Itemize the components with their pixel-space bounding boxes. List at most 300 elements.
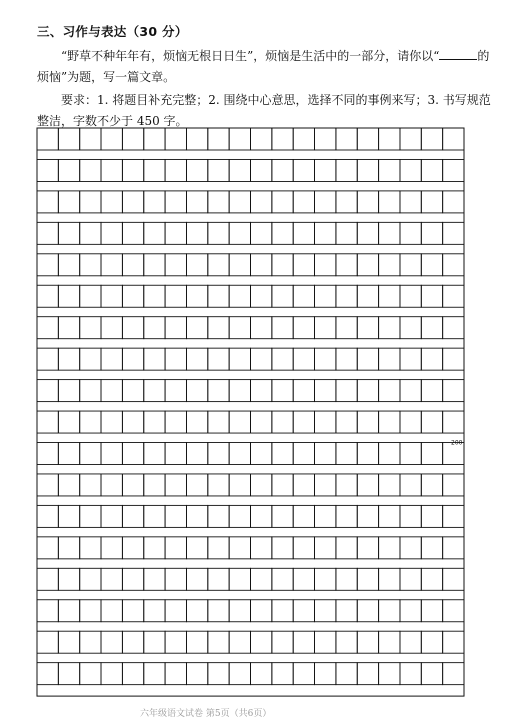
grid-cell[interactable] — [293, 505, 314, 527]
grid-cell[interactable] — [58, 222, 79, 244]
grid-cell[interactable] — [165, 285, 186, 307]
grid-cell[interactable] — [272, 568, 293, 590]
grid-cell[interactable] — [37, 411, 58, 433]
grid-cell[interactable] — [357, 348, 378, 370]
grid-cell[interactable] — [293, 222, 314, 244]
grid-cell[interactable] — [80, 631, 101, 653]
grid-cell[interactable] — [144, 191, 165, 213]
grid-cell[interactable] — [293, 254, 314, 276]
grid-cell[interactable] — [208, 159, 229, 181]
grid-cell[interactable] — [101, 505, 122, 527]
grid-cell[interactable] — [122, 505, 143, 527]
grid-cell[interactable] — [101, 128, 122, 150]
grid-cell[interactable] — [186, 537, 207, 559]
grid-cell[interactable] — [122, 474, 143, 496]
grid-cell[interactable] — [272, 191, 293, 213]
grid-cell[interactable] — [37, 348, 58, 370]
grid-cell[interactable] — [58, 128, 79, 150]
grid-cell[interactable] — [379, 285, 400, 307]
grid-cell[interactable] — [186, 380, 207, 402]
grid-cell[interactable] — [144, 600, 165, 622]
grid-cell[interactable] — [58, 663, 79, 685]
grid-cell[interactable] — [400, 411, 421, 433]
grid-cell[interactable] — [144, 505, 165, 527]
grid-cell[interactable] — [421, 443, 442, 465]
grid-cell[interactable] — [165, 348, 186, 370]
grid-cell[interactable] — [208, 600, 229, 622]
grid-cell[interactable] — [357, 505, 378, 527]
grid-cell[interactable] — [58, 191, 79, 213]
grid-cell[interactable] — [229, 631, 250, 653]
grid-cell[interactable] — [379, 128, 400, 150]
grid-cell[interactable] — [165, 505, 186, 527]
grid-cell[interactable] — [357, 631, 378, 653]
grid-cell[interactable] — [357, 474, 378, 496]
grid-cell[interactable] — [379, 663, 400, 685]
grid-cell[interactable] — [186, 128, 207, 150]
grid-cell[interactable] — [357, 443, 378, 465]
grid-cell[interactable] — [336, 568, 357, 590]
grid-cell[interactable] — [229, 443, 250, 465]
grid-cell[interactable] — [122, 380, 143, 402]
grid-cell[interactable] — [37, 474, 58, 496]
grid-cell[interactable] — [400, 191, 421, 213]
grid-cell[interactable] — [144, 443, 165, 465]
grid-cell[interactable] — [421, 222, 442, 244]
grid-cell[interactable] — [400, 568, 421, 590]
grid-cell[interactable] — [443, 128, 464, 150]
grid-cell[interactable] — [315, 411, 336, 433]
grid-cell[interactable] — [336, 348, 357, 370]
grid-cell[interactable] — [186, 505, 207, 527]
grid-cell[interactable] — [58, 317, 79, 339]
grid-cell[interactable] — [400, 159, 421, 181]
grid-cell[interactable] — [421, 568, 442, 590]
grid-cell[interactable] — [80, 159, 101, 181]
grid-cell[interactable] — [80, 600, 101, 622]
grid-cell[interactable] — [336, 443, 357, 465]
grid-cell[interactable] — [251, 285, 272, 307]
grid-cell[interactable] — [58, 631, 79, 653]
grid-cell[interactable] — [443, 191, 464, 213]
grid-cell[interactable] — [379, 380, 400, 402]
grid-cell[interactable] — [336, 663, 357, 685]
grid-cell[interactable] — [208, 254, 229, 276]
grid-cell[interactable] — [208, 222, 229, 244]
grid-cell[interactable] — [400, 631, 421, 653]
grid-cell[interactable] — [421, 600, 442, 622]
grid-cell[interactable] — [293, 317, 314, 339]
grid-cell[interactable] — [80, 254, 101, 276]
grid-cell[interactable] — [58, 537, 79, 559]
grid-cell[interactable] — [443, 631, 464, 653]
grid-cell[interactable] — [272, 254, 293, 276]
grid-cell[interactable] — [272, 222, 293, 244]
grid-cell[interactable] — [58, 505, 79, 527]
grid-cell[interactable] — [315, 474, 336, 496]
grid-cell[interactable] — [165, 474, 186, 496]
grid-cell[interactable] — [37, 191, 58, 213]
grid-cell[interactable] — [229, 222, 250, 244]
grid-cell[interactable] — [208, 537, 229, 559]
grid-cell[interactable] — [421, 380, 442, 402]
grid-cell[interactable] — [101, 222, 122, 244]
grid-cell[interactable] — [58, 285, 79, 307]
grid-cell[interactable] — [421, 474, 442, 496]
grid-cell[interactable] — [80, 568, 101, 590]
grid-cell[interactable] — [58, 411, 79, 433]
grid-cell[interactable] — [122, 254, 143, 276]
grid-cell[interactable] — [144, 128, 165, 150]
grid-cell[interactable] — [208, 285, 229, 307]
grid-cell[interactable] — [165, 663, 186, 685]
grid-cell[interactable] — [122, 537, 143, 559]
grid-cell[interactable] — [101, 600, 122, 622]
grid-cell[interactable] — [101, 380, 122, 402]
grid-cell[interactable] — [229, 505, 250, 527]
grid-cell[interactable] — [208, 474, 229, 496]
grid-cell[interactable] — [443, 285, 464, 307]
grid-cell[interactable] — [186, 631, 207, 653]
grid-cell[interactable] — [293, 663, 314, 685]
grid-cell[interactable] — [186, 663, 207, 685]
grid-cell[interactable] — [379, 191, 400, 213]
grid-cell[interactable] — [101, 285, 122, 307]
grid-cell[interactable] — [336, 411, 357, 433]
grid-cell[interactable] — [80, 128, 101, 150]
grid-cell[interactable] — [379, 348, 400, 370]
grid-cell[interactable] — [379, 600, 400, 622]
grid-cell[interactable] — [229, 348, 250, 370]
grid-cell[interactable] — [37, 537, 58, 559]
grid-cell[interactable] — [421, 411, 442, 433]
grid-cell[interactable] — [357, 568, 378, 590]
grid-cell[interactable] — [229, 474, 250, 496]
grid-cell[interactable] — [443, 254, 464, 276]
grid-cell[interactable] — [400, 380, 421, 402]
grid-cell[interactable] — [251, 191, 272, 213]
grid-cell[interactable] — [400, 128, 421, 150]
grid-cell[interactable] — [208, 128, 229, 150]
grid-cell[interactable] — [293, 348, 314, 370]
grid-cell[interactable] — [101, 443, 122, 465]
grid-cell[interactable] — [357, 285, 378, 307]
grid-cell[interactable] — [101, 317, 122, 339]
grid-cell[interactable] — [251, 443, 272, 465]
grid-cell[interactable] — [144, 663, 165, 685]
grid-cell[interactable] — [336, 537, 357, 559]
grid-cell[interactable] — [186, 600, 207, 622]
grid-cell[interactable] — [165, 317, 186, 339]
grid-cell[interactable] — [357, 663, 378, 685]
grid-cell[interactable] — [229, 317, 250, 339]
grid-cell[interactable] — [186, 348, 207, 370]
grid-cell[interactable] — [80, 537, 101, 559]
grid-cell[interactable] — [315, 663, 336, 685]
grid-cell[interactable] — [293, 380, 314, 402]
grid-cell[interactable] — [400, 348, 421, 370]
grid-cell[interactable] — [421, 159, 442, 181]
grid-cell[interactable] — [229, 663, 250, 685]
grid-cell[interactable] — [293, 128, 314, 150]
grid-cell[interactable] — [272, 631, 293, 653]
grid-cell[interactable] — [37, 317, 58, 339]
grid-cell[interactable] — [272, 380, 293, 402]
grid-cell[interactable] — [37, 380, 58, 402]
grid-cell[interactable] — [443, 317, 464, 339]
grid-cell[interactable] — [186, 568, 207, 590]
grid-cell[interactable] — [251, 128, 272, 150]
grid-cell[interactable] — [208, 663, 229, 685]
grid-cell[interactable] — [336, 285, 357, 307]
grid-cell[interactable] — [379, 568, 400, 590]
grid-cell[interactable] — [421, 505, 442, 527]
grid-cell[interactable] — [443, 600, 464, 622]
grid-cell[interactable] — [229, 285, 250, 307]
grid-cell[interactable] — [122, 411, 143, 433]
grid-cell[interactable] — [229, 128, 250, 150]
grid-cell[interactable] — [315, 222, 336, 244]
grid-cell[interactable] — [272, 537, 293, 559]
grid-cell[interactable] — [400, 443, 421, 465]
grid-cell[interactable] — [293, 159, 314, 181]
grid-cell[interactable] — [421, 317, 442, 339]
grid-cell[interactable] — [251, 600, 272, 622]
grid-cell[interactable] — [421, 285, 442, 307]
grid-cell[interactable] — [272, 600, 293, 622]
grid-cell[interactable] — [101, 631, 122, 653]
grid-cell[interactable] — [58, 380, 79, 402]
grid-cell[interactable] — [293, 411, 314, 433]
grid-cell[interactable] — [336, 191, 357, 213]
grid-cell[interactable] — [357, 411, 378, 433]
grid-cell[interactable] — [251, 568, 272, 590]
grid-cell[interactable] — [443, 474, 464, 496]
grid-cell[interactable] — [165, 128, 186, 150]
grid-cell[interactable] — [400, 222, 421, 244]
grid-cell[interactable] — [421, 348, 442, 370]
grid-cell[interactable] — [122, 600, 143, 622]
grid-cell[interactable] — [58, 254, 79, 276]
grid-cell[interactable] — [272, 285, 293, 307]
grid-cell[interactable] — [186, 159, 207, 181]
grid-cell[interactable] — [336, 505, 357, 527]
grid-cell[interactable] — [58, 348, 79, 370]
grid-cell[interactable] — [58, 600, 79, 622]
grid-cell[interactable] — [336, 317, 357, 339]
grid-cell[interactable] — [315, 254, 336, 276]
grid-cell[interactable] — [443, 380, 464, 402]
grid-cell[interactable] — [229, 568, 250, 590]
grid-cell[interactable] — [443, 159, 464, 181]
grid-cell[interactable] — [165, 191, 186, 213]
grid-cell[interactable] — [165, 568, 186, 590]
grid-cell[interactable] — [101, 191, 122, 213]
grid-cell[interactable] — [58, 474, 79, 496]
grid-cell[interactable] — [208, 631, 229, 653]
grid-cell[interactable] — [101, 159, 122, 181]
grid-cell[interactable] — [229, 191, 250, 213]
grid-cell[interactable] — [80, 505, 101, 527]
grid-cell[interactable] — [37, 600, 58, 622]
grid-cell[interactable] — [315, 128, 336, 150]
grid-cell[interactable] — [400, 317, 421, 339]
grid-cell[interactable] — [357, 128, 378, 150]
grid-cell[interactable] — [357, 317, 378, 339]
grid-cell[interactable] — [229, 380, 250, 402]
grid-cell[interactable] — [80, 663, 101, 685]
grid-cell[interactable] — [272, 317, 293, 339]
grid-cell[interactable] — [251, 631, 272, 653]
grid-cell[interactable] — [421, 128, 442, 150]
grid-cell[interactable] — [379, 631, 400, 653]
grid-cell[interactable] — [122, 443, 143, 465]
grid-cell[interactable] — [379, 537, 400, 559]
grid-cell[interactable] — [165, 600, 186, 622]
grid-cell[interactable] — [80, 285, 101, 307]
grid-cell[interactable] — [144, 631, 165, 653]
grid-cell[interactable] — [251, 254, 272, 276]
grid-cell[interactable] — [186, 443, 207, 465]
grid-cell[interactable] — [336, 128, 357, 150]
grid-cell[interactable] — [80, 411, 101, 433]
grid-cell[interactable] — [315, 317, 336, 339]
grid-cell[interactable] — [379, 474, 400, 496]
grid-cell[interactable] — [58, 443, 79, 465]
grid-cell[interactable] — [122, 348, 143, 370]
grid-cell[interactable] — [101, 411, 122, 433]
grid-cell[interactable] — [208, 568, 229, 590]
grid-cell[interactable] — [293, 443, 314, 465]
grid-cell[interactable] — [357, 537, 378, 559]
grid-cell[interactable] — [443, 537, 464, 559]
grid-cell[interactable] — [144, 537, 165, 559]
grid-cell[interactable] — [165, 159, 186, 181]
grid-cell[interactable] — [357, 254, 378, 276]
grid-cell[interactable] — [80, 348, 101, 370]
grid-cell[interactable] — [80, 474, 101, 496]
grid-cell[interactable] — [336, 380, 357, 402]
grid-cell[interactable] — [272, 505, 293, 527]
grid-cell[interactable] — [165, 411, 186, 433]
grid-cell[interactable] — [101, 254, 122, 276]
grid-cell[interactable] — [336, 631, 357, 653]
grid-cell[interactable] — [421, 537, 442, 559]
grid-cell[interactable] — [251, 474, 272, 496]
grid-cell[interactable] — [293, 474, 314, 496]
grid-cell[interactable] — [58, 568, 79, 590]
grid-cell[interactable] — [379, 254, 400, 276]
grid-cell[interactable] — [186, 317, 207, 339]
grid-cell[interactable] — [357, 159, 378, 181]
grid-cell[interactable] — [208, 317, 229, 339]
grid-cell[interactable] — [293, 191, 314, 213]
grid-cell[interactable] — [80, 317, 101, 339]
grid-cell[interactable] — [443, 222, 464, 244]
grid-cell[interactable] — [315, 191, 336, 213]
grid-cell[interactable] — [251, 537, 272, 559]
grid-cell[interactable] — [272, 128, 293, 150]
grid-cell[interactable] — [293, 568, 314, 590]
grid-cell[interactable] — [229, 159, 250, 181]
grid-cell[interactable] — [144, 474, 165, 496]
grid-cell[interactable] — [122, 663, 143, 685]
grid-cell[interactable] — [315, 505, 336, 527]
grid-cell[interactable] — [443, 505, 464, 527]
grid-cell[interactable] — [421, 631, 442, 653]
grid-cell[interactable] — [186, 254, 207, 276]
grid-cell[interactable] — [208, 191, 229, 213]
grid-cell[interactable] — [379, 317, 400, 339]
grid-cell[interactable] — [272, 663, 293, 685]
grid-cell[interactable] — [443, 411, 464, 433]
grid-cell[interactable] — [379, 443, 400, 465]
grid-cell[interactable] — [101, 474, 122, 496]
grid-cell[interactable] — [144, 222, 165, 244]
grid-cell[interactable] — [229, 600, 250, 622]
grid-cell[interactable] — [80, 443, 101, 465]
grid-cell[interactable] — [443, 568, 464, 590]
grid-cell[interactable] — [379, 411, 400, 433]
grid-cell[interactable] — [400, 254, 421, 276]
grid-cell[interactable] — [101, 348, 122, 370]
grid-cell[interactable] — [272, 474, 293, 496]
grid-cell[interactable] — [37, 443, 58, 465]
grid-cell[interactable] — [208, 505, 229, 527]
grid-cell[interactable] — [208, 411, 229, 433]
grid-cell[interactable] — [379, 159, 400, 181]
grid-cell[interactable] — [272, 411, 293, 433]
grid-cell[interactable] — [101, 537, 122, 559]
grid-cell[interactable] — [357, 600, 378, 622]
grid-cell[interactable] — [101, 568, 122, 590]
grid-cell[interactable] — [186, 191, 207, 213]
grid-cell[interactable] — [336, 159, 357, 181]
grid-cell[interactable] — [443, 663, 464, 685]
grid-cell[interactable] — [421, 191, 442, 213]
grid-cell[interactable] — [122, 159, 143, 181]
grid-cell[interactable] — [293, 285, 314, 307]
grid-cell[interactable] — [400, 285, 421, 307]
grid-cell[interactable] — [37, 568, 58, 590]
grid-cell[interactable] — [229, 411, 250, 433]
grid-cell[interactable] — [186, 474, 207, 496]
grid-cell[interactable] — [144, 317, 165, 339]
grid-cell[interactable] — [186, 285, 207, 307]
grid-cell[interactable] — [165, 380, 186, 402]
grid-cell[interactable] — [122, 222, 143, 244]
grid-cell[interactable] — [80, 191, 101, 213]
grid-cell[interactable] — [400, 474, 421, 496]
grid-cell[interactable] — [165, 443, 186, 465]
grid-cell[interactable] — [144, 380, 165, 402]
grid-cell[interactable] — [379, 505, 400, 527]
grid-cell[interactable] — [315, 380, 336, 402]
grid-cell[interactable] — [165, 222, 186, 244]
grid-cell[interactable] — [293, 537, 314, 559]
grid-cell[interactable] — [251, 348, 272, 370]
grid-cell[interactable] — [165, 254, 186, 276]
grid-cell[interactable] — [293, 631, 314, 653]
grid-cell[interactable] — [272, 348, 293, 370]
grid-cell[interactable] — [229, 537, 250, 559]
grid-cell[interactable] — [357, 191, 378, 213]
grid-cell[interactable] — [272, 159, 293, 181]
grid-cell[interactable] — [186, 222, 207, 244]
grid-cell[interactable] — [400, 505, 421, 527]
grid-cell[interactable] — [421, 663, 442, 685]
grid-cell[interactable] — [122, 568, 143, 590]
